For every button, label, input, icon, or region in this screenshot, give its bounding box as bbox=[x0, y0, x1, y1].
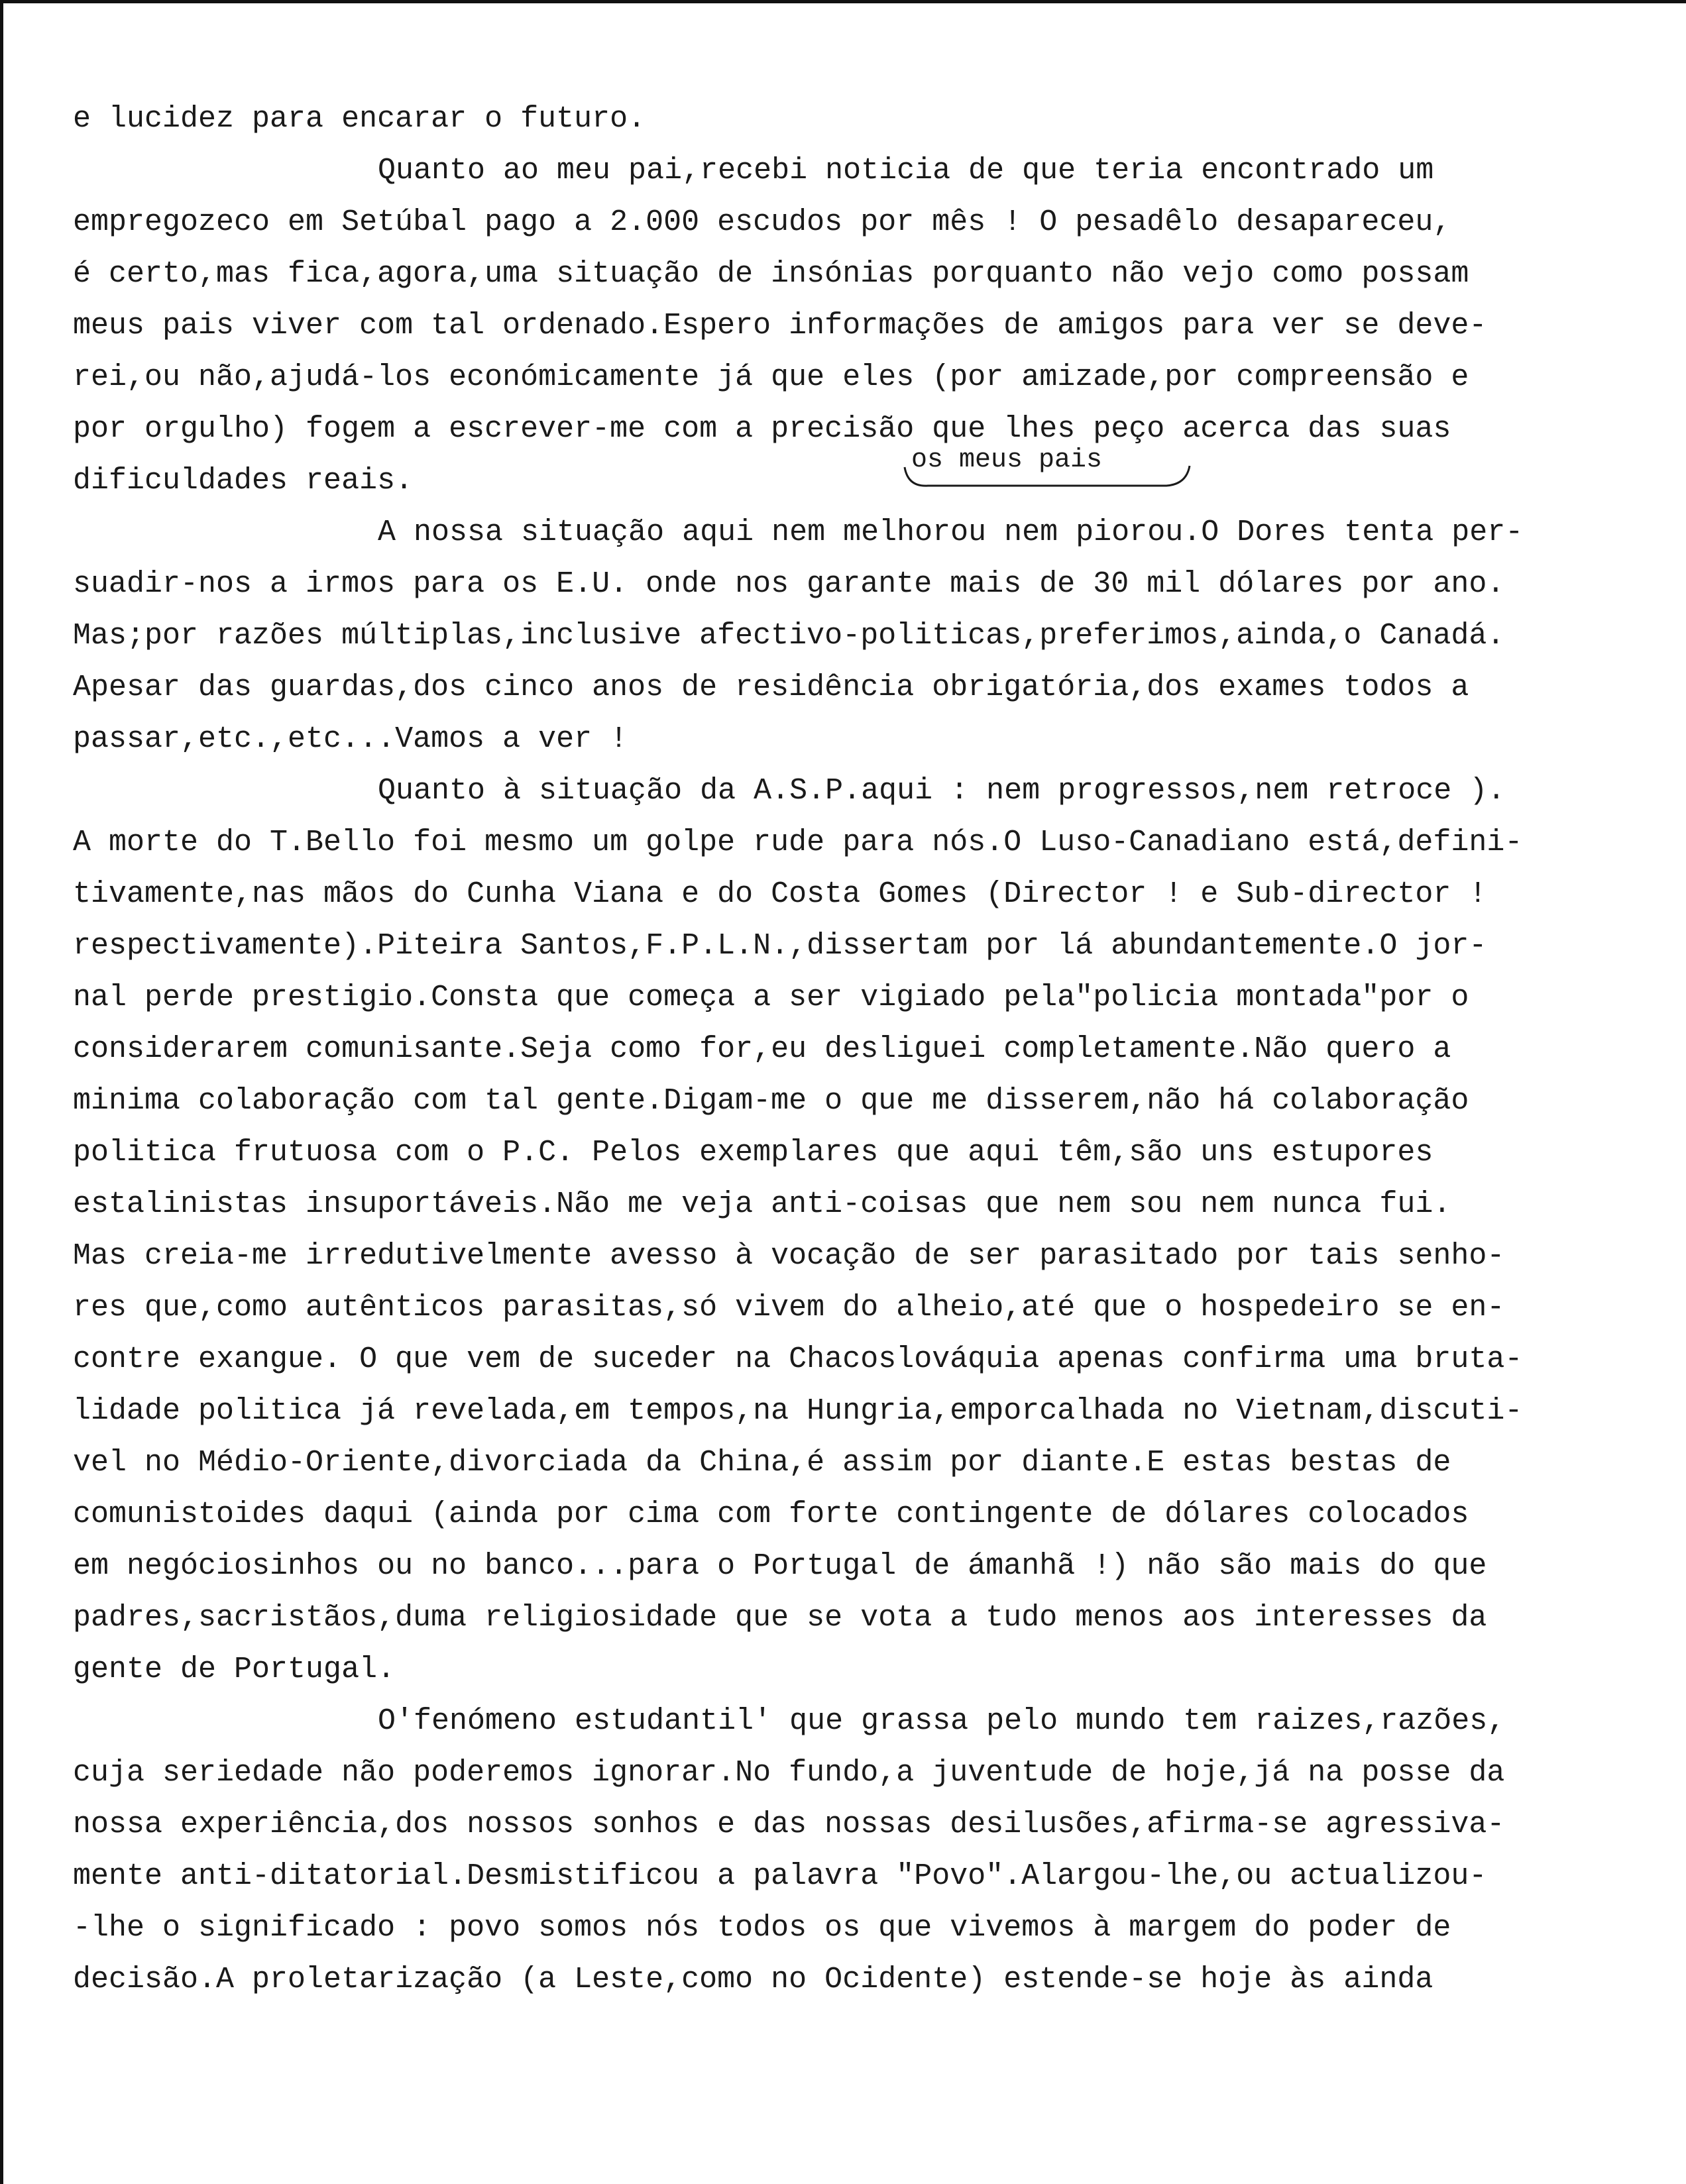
text-line-5: meus pais viver com tal ordenado.Espero informações de amigos para ver se deve- bbox=[73, 309, 1487, 343]
page-border-top bbox=[0, 0, 1686, 3]
text-line-16: tivamente,nas mãos do Cunha Viana e do Costa Gomes (Director ! e Sub-director ! bbox=[73, 877, 1487, 911]
text-line-12: Apesar das guardas,dos cinco anos de residência obrigatória,dos exames todos a bbox=[73, 671, 1469, 704]
text-line-4: é certo,mas fica,agora,uma situação de insónias porquanto não vejo como possam bbox=[73, 257, 1469, 291]
text-line-36: -lhe o significado : povo somos nós todos os que vivemos à margem do poder de bbox=[73, 1911, 1451, 1945]
text-line-23: Mas creia-me irredutivelmente avesso à vocação de ser parasitado por tais senho- bbox=[73, 1239, 1505, 1273]
typed-insertion: os meus pais bbox=[911, 445, 1103, 475]
text-line-20: minima colaboração com tal gente.Digam-me o que me disserem,não há colaboração bbox=[73, 1084, 1469, 1118]
text-line-28: comunistoides daqui (ainda por cima com forte contingente de dólares colocados bbox=[73, 1498, 1469, 1531]
text-line-6: rei,ou não,ajudá-los económicamente já que eles (por amizade,por compreensão e bbox=[73, 360, 1469, 394]
text-line-3: empregozeco em Setúbal pago a 2.000 escudos por mês ! O pesadêlo desapareceu, bbox=[73, 205, 1451, 239]
text-line-11: Mas;por razões múltiplas,inclusive afectivo-politicas,preferimos,ainda,o Canadá. bbox=[73, 619, 1505, 653]
text-line-1: e lucidez para encarar o futuro. bbox=[73, 102, 646, 136]
text-line-7: por orgulho) fogem a escrever-me com a precisão que lhes peço acerca das suas bbox=[73, 412, 1451, 446]
text-line-34: nossa experiência,dos nossos sonhos e das nossas desilusões,afirma-se agressiva- bbox=[73, 1808, 1505, 1841]
text-line-22: estalinistas insuportáveis.Não me veja anti-coisas que nem sou nem nunca fui. bbox=[73, 1187, 1451, 1221]
text-line-33: cuja seriedade não poderemos ignorar.No fundo,a juventude de hoje,já na posse da bbox=[73, 1756, 1505, 1790]
text-line-30: padres,sacristãos,duma religiosidade que se vota a tudo menos aos interesses da bbox=[73, 1601, 1487, 1635]
text-line-8: dificuldades reais. bbox=[73, 464, 414, 498]
text-line-24: res que,como autênticos parasitas,só vivem do alheio,até que o hospedeiro se en- bbox=[73, 1291, 1505, 1325]
text-line-21: politica frutuosa com o P.C. Pelos exemplares que aqui têm,são uns estupores bbox=[73, 1136, 1433, 1170]
text-line-15: A morte do T.Bello foi mesmo um golpe rude para nós.O Luso-Canadiano está,defini- bbox=[73, 826, 1523, 859]
text-line-31: gente de Portugal. bbox=[73, 1653, 396, 1686]
page-border-left bbox=[0, 0, 3, 2184]
text-line-25: contre exangue. O que vem de suceder na Chacoslováquia apenas confirma uma bruta- bbox=[73, 1342, 1523, 1376]
text-line-35: mente anti-ditatorial.Desmistificou a palavra "Povo".Alargou-lhe,ou actualizou- bbox=[73, 1859, 1487, 1893]
text-line-32: O'fenómeno estudantil' que grassa pelo mundo tem raizes,razões, bbox=[378, 1704, 1506, 1738]
text-line-18: nal perde prestigio.Consta que começa a ser vigiado pela"policia montada"por o bbox=[73, 981, 1469, 1014]
text-line-2: Quanto ao meu pai,recebi noticia de que teria encontrado um bbox=[378, 154, 1434, 188]
text-line-26: lidade politica já revelada,em tempos,na Hungria,emporcalhada no Vietnam,discuti- bbox=[73, 1394, 1523, 1428]
text-line-29: em negóciosinhos ou no banco...para o Portugal de ámanhã !) não são mais do que bbox=[73, 1549, 1487, 1583]
text-line-37: decisão.A proletarização (a Leste,como no Ocidente) estende-se hoje às ainda bbox=[73, 1963, 1433, 1996]
text-line-9: A nossa situação aqui nem melhorou nem piorou.O Dores tenta per- bbox=[378, 516, 1524, 549]
text-line-17: respectivamente).Piteira Santos,F.P.L.N.,dissertam por lá abundantemente.O jor- bbox=[73, 929, 1487, 963]
text-line-27: vel no Médio-Oriente,divorciada da China,é assim por diante.E estas bestas de bbox=[73, 1446, 1451, 1480]
text-line-14: Quanto à situação da A.S.P.aqui : nem progressos,nem retroce ). bbox=[378, 774, 1506, 808]
text-line-10: suadir-nos a irmos para os E.U. onde nos garante mais de 30 mil dólares por ano. bbox=[73, 567, 1505, 601]
text-line-19: considerarem comunisante.Seja como for,eu desliguei completamente.Não quero a bbox=[73, 1032, 1451, 1066]
text-line-13: passar,etc.,etc...Vamos a ver ! bbox=[73, 722, 628, 756]
